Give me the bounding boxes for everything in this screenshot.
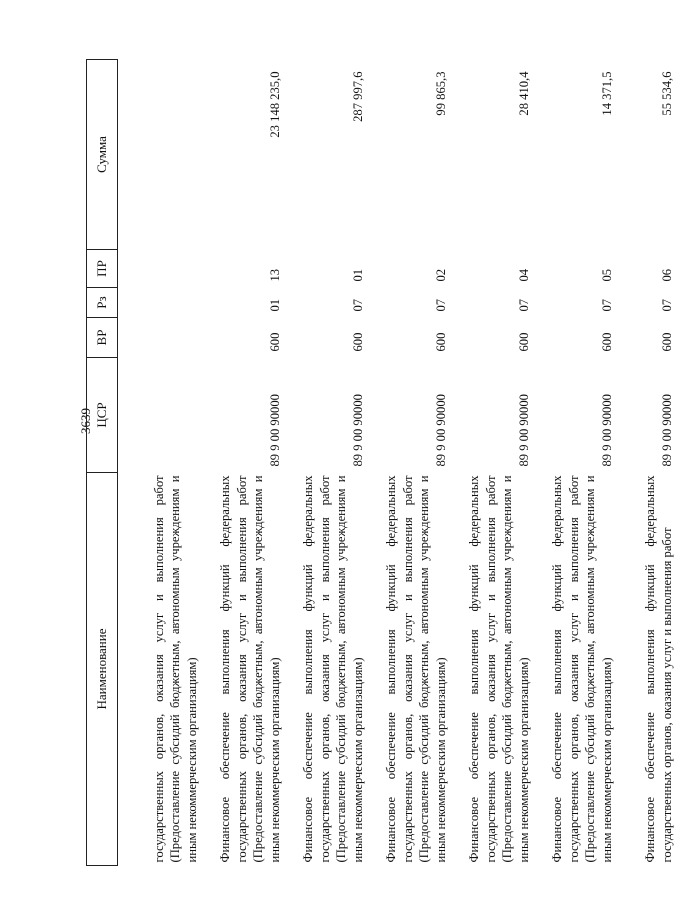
row-csr: 89 9 00 90000 — [267, 394, 282, 467]
row-rz: 07 — [659, 298, 674, 312]
page-number: 3639 — [78, 408, 93, 434]
row-csr: 89 9 00 90000 — [516, 394, 531, 467]
row-vr: 600 — [267, 332, 282, 352]
header-rz: Рз — [87, 288, 118, 318]
row-sum — [118, 60, 201, 250]
table-header — [87, 60, 118, 866]
header-sum: Сумма — [87, 60, 118, 250]
header-name: Наименование — [87, 473, 118, 866]
row-name: Финансовое обеспечение выполнения функций федеральных государственных органов, оказания услуг и выполнения работ (Предоставление субсидий бюджетным, автономным учреждениям и иным некоммерческим организациям) — [467, 475, 531, 863]
row-vr: 600 — [516, 332, 531, 352]
row-name: Финансовое обеспечение выполнения функций федеральных государственных органов, оказания услуг и выполнения работ (Предоставление субсидий бюджетным, автономным учреждениям и иным некоммерческим организациям) — [218, 475, 282, 863]
header-vr: ВР — [87, 318, 118, 358]
row-csr: 89 9 00 90000 — [350, 394, 365, 467]
row-rz: 07 — [599, 298, 614, 312]
table-row — [450, 60, 533, 866]
row-rz — [118, 288, 201, 318]
row-pr: 02 — [433, 268, 448, 282]
table-row — [616, 60, 676, 866]
row-pr: 06 — [659, 268, 674, 282]
row-pr: 01 — [350, 268, 365, 282]
row-vr: 600 — [350, 332, 365, 352]
row-rz: 01 — [267, 298, 282, 312]
row-vr: 600 — [433, 332, 448, 352]
row-pr — [118, 250, 201, 288]
header-pr: ПР — [87, 250, 118, 288]
budget-table — [86, 59, 676, 866]
row-sum: 287 997,6 — [350, 71, 365, 122]
row-pr: 05 — [599, 268, 614, 282]
row-name: Финансовое обеспечение выполнения функций федеральных государственных органов, оказания услуг и выполнения работ (Предоставление субсидий бюджетным, автономным учреждениям и иным некоммерческим организациям) — [301, 475, 365, 863]
rotated-table-sheet — [86, 60, 674, 866]
table-row — [118, 60, 201, 866]
row-sum: 28 410,4 — [516, 71, 531, 116]
table-body — [118, 60, 676, 866]
row-csr: 89 9 00 90000 — [659, 394, 674, 467]
row-csr — [118, 358, 201, 473]
row-sum: 23 148 235,0 — [267, 71, 282, 138]
row-name: Финансовое обеспечение выполнения функций федеральных государственных органов, оказания услуг и выполнения работ — [643, 475, 674, 863]
row-pr: 04 — [516, 268, 531, 282]
row-vr: 600 — [659, 332, 674, 352]
table-row — [201, 60, 284, 866]
row-csr: 89 9 00 90000 — [599, 394, 614, 467]
row-sum: 99 865,3 — [433, 71, 448, 116]
header-csr: ЦСР — [87, 358, 118, 473]
row-csr: 89 9 00 90000 — [433, 394, 448, 467]
row-name: Финансовое обеспечение выполнения функций федеральных государственных органов, оказания услуг и выполнения работ (Предоставление субсидий бюджетным, автономным учреждениям и иным некоммерческим организациям) — [550, 475, 614, 863]
row-pr: 13 — [267, 268, 282, 282]
row-name: Финансовое обеспечение выполнения функций федеральных государственных органов, оказания услуг и выполнения работ (Предоставление субсидий бюджетным, автономным учреждениям и иным некоммерческим организациям) — [384, 475, 448, 863]
row-sum: 55 534,6 — [659, 71, 674, 116]
row-vr: 600 — [599, 332, 614, 352]
row-sum: 14 371,5 — [599, 71, 614, 116]
table-row — [284, 60, 367, 866]
table-row — [367, 60, 450, 866]
row-rz: 07 — [433, 298, 448, 312]
row-name: государственных органов, оказания услуг и выполнения работ (Предоставление субсидий бюджетным, автономным учреждениям и иным некоммерческим организациям) — [151, 475, 199, 863]
row-rz: 07 — [350, 298, 365, 312]
row-rz: 07 — [516, 298, 531, 312]
table-row — [533, 60, 616, 866]
row-vr — [118, 318, 201, 358]
